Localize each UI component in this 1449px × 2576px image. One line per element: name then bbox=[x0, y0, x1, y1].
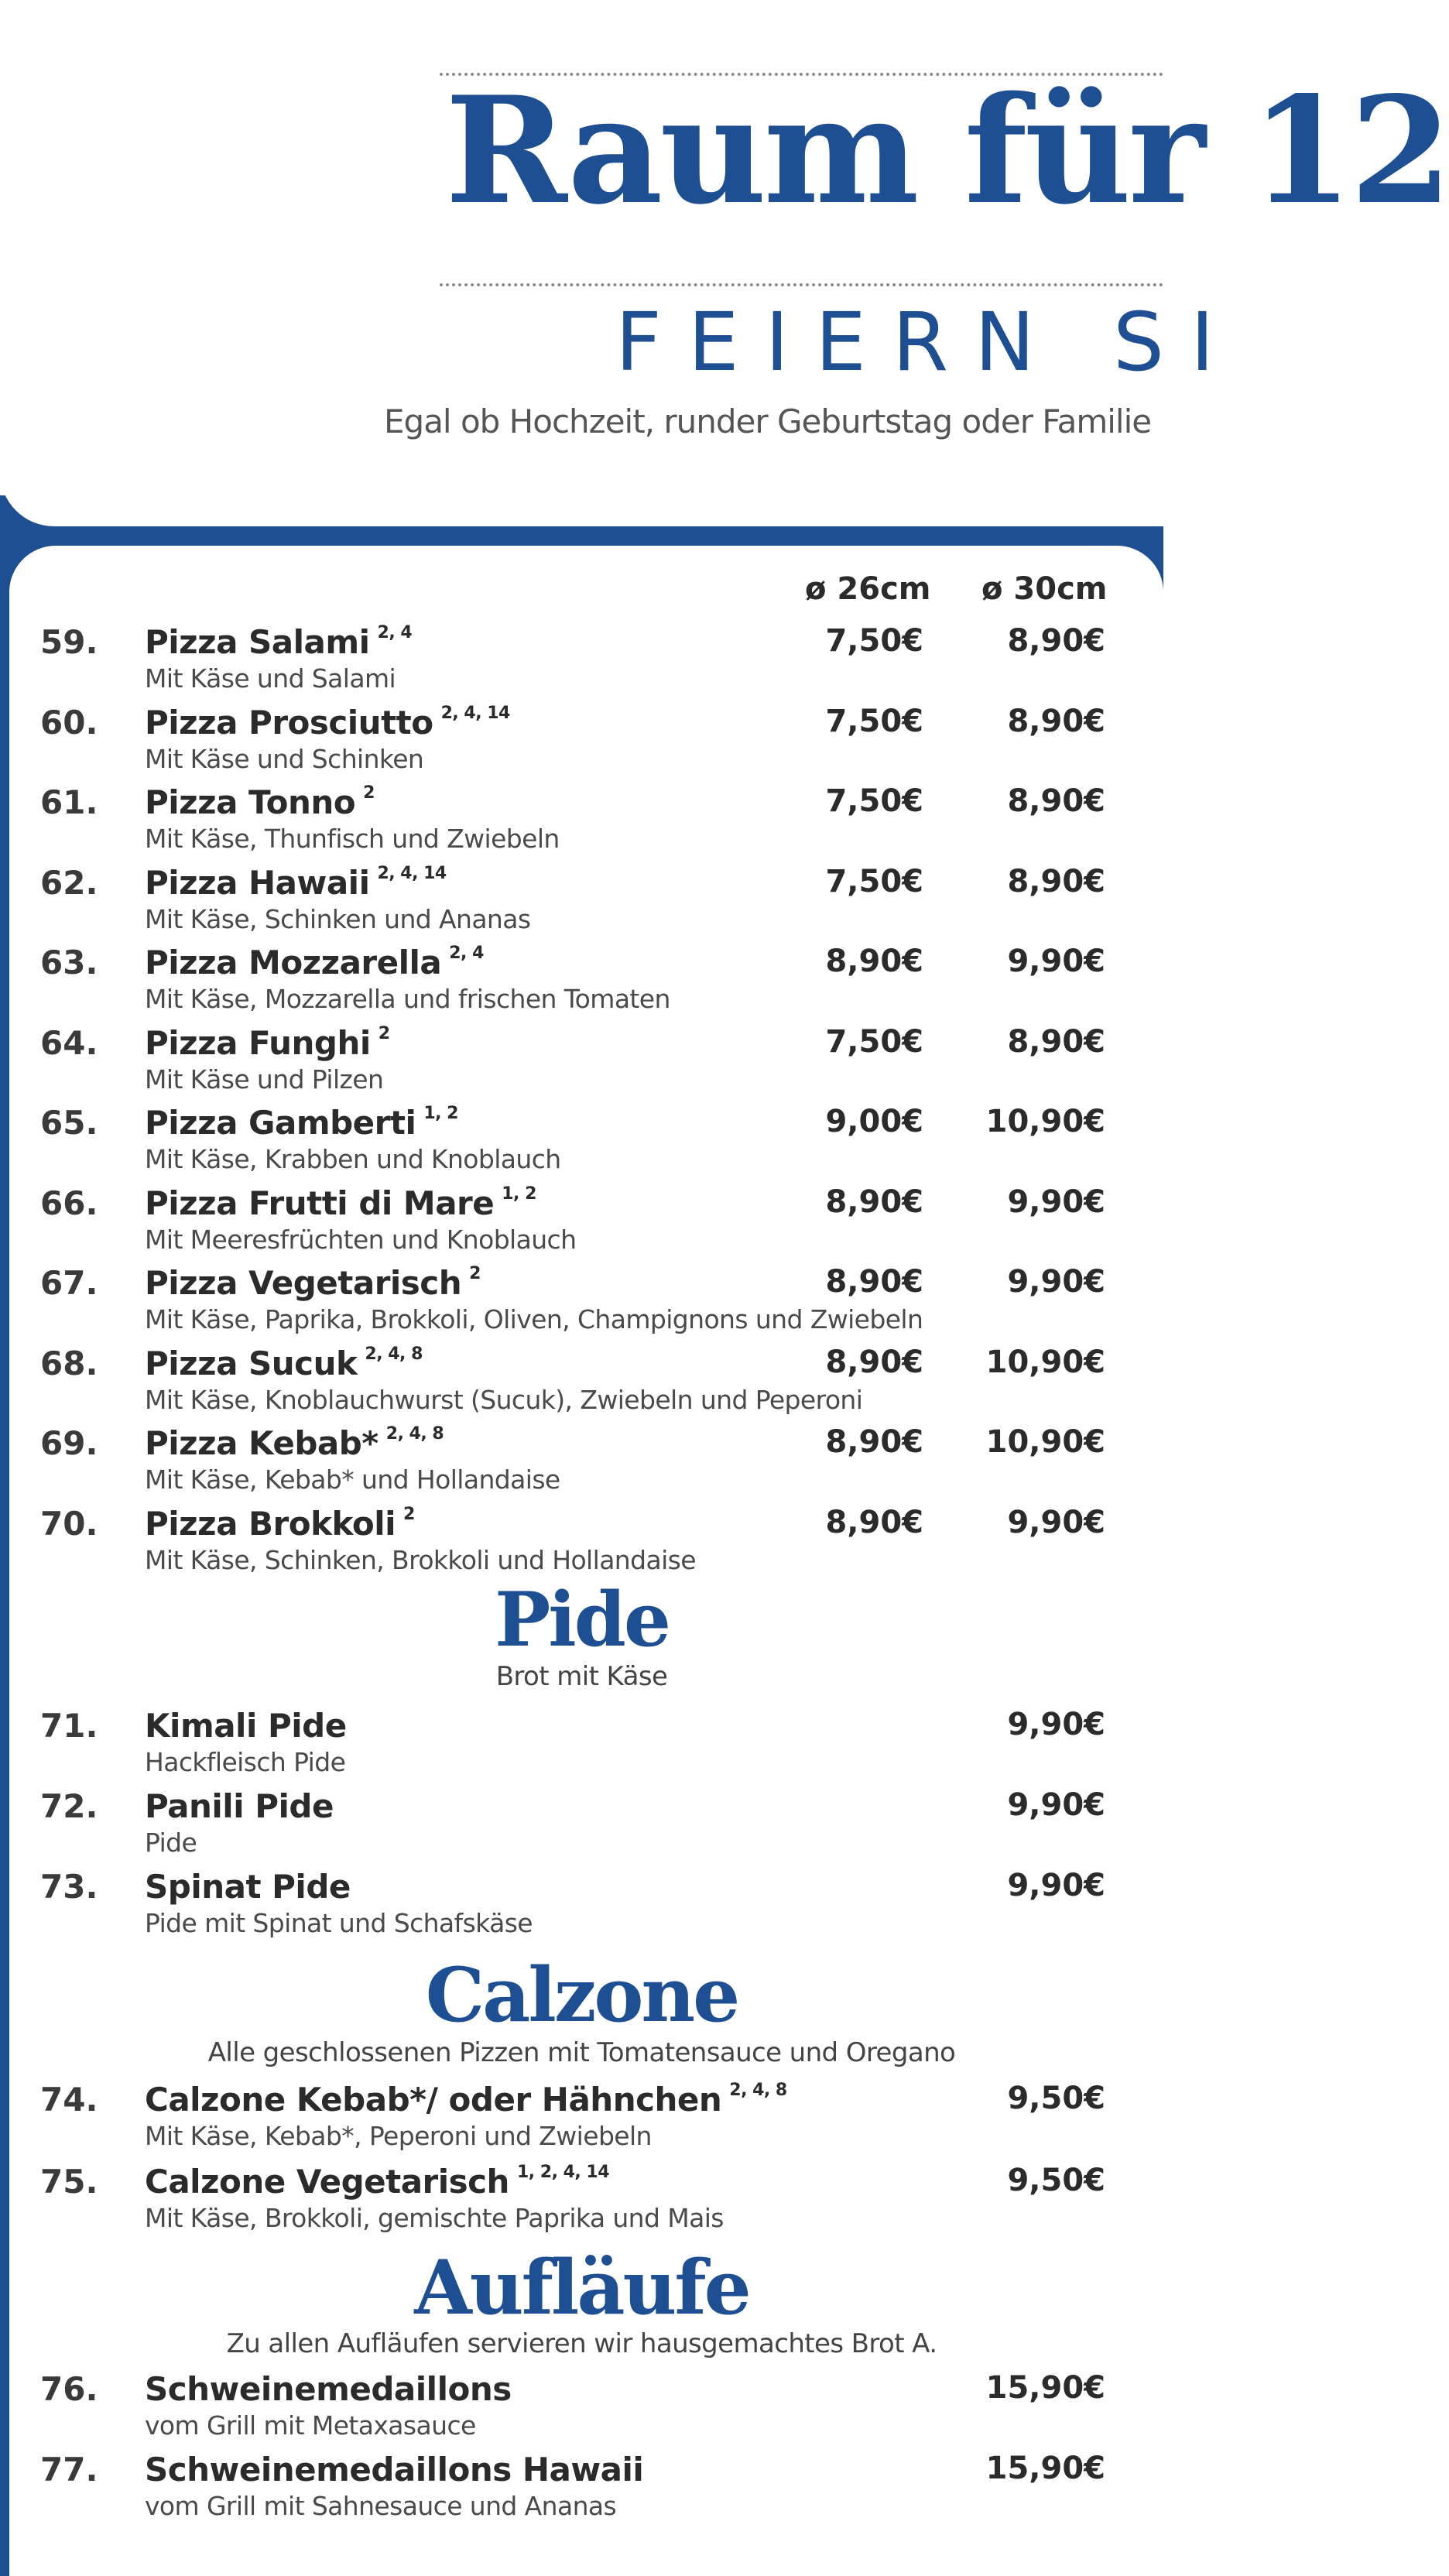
subheadline: FEIERN SI bbox=[615, 295, 1241, 389]
price-30cm: 8,90€ bbox=[1007, 703, 1105, 739]
item-name bbox=[145, 1024, 390, 1062]
menu-item-pizza bbox=[0, 1024, 1163, 1105]
item-price: 9,90€ bbox=[1007, 1868, 1105, 1903]
item-number: 68. bbox=[40, 1344, 98, 1382]
item-name-text: Schweinemedaillons Hawaii bbox=[145, 2451, 644, 2489]
item-name-text: Calzone Kebab*/ oder Hähnchen bbox=[145, 2081, 722, 2119]
item-name bbox=[145, 1787, 334, 1825]
allergen-codes: 2 bbox=[363, 783, 375, 803]
price-26cm: 9,00€ bbox=[825, 1104, 923, 1139]
item-name bbox=[145, 783, 375, 821]
item-name-text: Kimali Pide bbox=[145, 1707, 347, 1745]
item-price: 9,90€ bbox=[1007, 1707, 1105, 1742]
item-name-text: Calzone Vegetarisch bbox=[145, 2163, 509, 2201]
item-name bbox=[145, 1424, 444, 1462]
price-30cm: 10,90€ bbox=[985, 1424, 1105, 1460]
item-number: 67. bbox=[40, 1264, 98, 1302]
menu-item-pizza bbox=[0, 1264, 1163, 1345]
headline: Raum für 12 bbox=[445, 64, 1449, 237]
price-26cm: 8,90€ bbox=[825, 1344, 923, 1380]
item-description: Mit Käse, Brokkoli, gemischte Paprika und Mais bbox=[145, 2203, 724, 2233]
item-description: Mit Käse und Salami bbox=[145, 663, 396, 694]
item-name bbox=[145, 704, 510, 742]
column-header-30cm: ø 30cm bbox=[981, 571, 1108, 607]
price-30cm: 8,90€ bbox=[1007, 863, 1105, 899]
price-26cm: 7,50€ bbox=[825, 623, 923, 659]
item-name bbox=[145, 1264, 481, 1302]
allergen-codes: 2, 4 bbox=[377, 623, 413, 642]
item-name-text: Pizza Kebab* bbox=[145, 1424, 379, 1462]
item-number: 66. bbox=[40, 1184, 98, 1222]
allergen-codes: 2, 4, 8 bbox=[365, 1344, 423, 1364]
item-price: 9,90€ bbox=[1007, 1787, 1105, 1823]
section-title-auflaeufe: Aufläufe bbox=[414, 2244, 749, 2331]
section-subtitle-calzone: Alle geschlossenen Pizzen mit Tomatensauce und Oregano bbox=[207, 2037, 956, 2068]
item-name-text: Pizza Gamberti bbox=[145, 1104, 416, 1142]
section-title-calzone: Calzone bbox=[425, 1951, 738, 2039]
price-26cm: 7,50€ bbox=[825, 863, 923, 899]
item-name bbox=[145, 1104, 458, 1142]
menu-item-pizza bbox=[0, 864, 1163, 944]
item-description: Mit Käse, Schinken und Ananas bbox=[145, 903, 531, 934]
item-description: Mit Käse, Thunfisch und Zwiebeln bbox=[145, 824, 560, 854]
item-price: 15,90€ bbox=[985, 2370, 1105, 2406]
item-description: Mit Käse, Paprika, Brokkoli, Oliven, Champignons und Zwiebeln bbox=[145, 1304, 923, 1334]
item-name bbox=[145, 1505, 415, 1543]
menu-item-pizza bbox=[0, 1104, 1163, 1184]
menu-item-pizza bbox=[0, 623, 1163, 704]
item-number: 74. bbox=[40, 2081, 98, 2119]
item-name-text: Pizza Salami bbox=[145, 623, 370, 661]
section-title-pide: Pide bbox=[495, 1576, 669, 1663]
item-name bbox=[145, 944, 484, 981]
item-description: Hackfleisch Pide bbox=[145, 1747, 346, 1777]
item-name bbox=[145, 864, 447, 902]
item-name-text: Pizza Tonno bbox=[145, 783, 356, 821]
dotted-divider-bottom bbox=[440, 283, 1163, 286]
item-description: Mit Käse, Schinken, Brokkoli und Hollandaise bbox=[145, 1544, 696, 1575]
price-30cm: 9,90€ bbox=[1007, 1504, 1105, 1540]
section-subtitle-auflaeufe: Zu allen Aufläufen servieren wir hausgemachtes Brot A. bbox=[226, 2328, 937, 2359]
item-name-text: Pizza Frutti di Mare bbox=[145, 1184, 495, 1222]
header-panel bbox=[0, 0, 1449, 526]
item-name bbox=[145, 1707, 347, 1745]
item-price: 9,50€ bbox=[1007, 2081, 1105, 2116]
price-26cm: 8,90€ bbox=[825, 1264, 923, 1300]
menu-item-pizza bbox=[0, 944, 1163, 1024]
menu-item-pizza bbox=[0, 1345, 1163, 1425]
price-30cm: 10,90€ bbox=[985, 1344, 1105, 1380]
item-description: Mit Meeresfrüchten und Knoblauch bbox=[145, 1224, 577, 1255]
price-26cm: 7,50€ bbox=[825, 783, 923, 819]
item-number: 64. bbox=[40, 1023, 98, 1062]
menu-item-auflauf bbox=[0, 2451, 1163, 2531]
allergen-codes: 1, 2 bbox=[423, 1104, 458, 1123]
item-name-text: Schweinemedaillons bbox=[145, 2370, 512, 2408]
item-number: 60. bbox=[40, 703, 98, 742]
item-number: 73. bbox=[40, 1868, 98, 1906]
item-number: 72. bbox=[40, 1787, 98, 1825]
item-name bbox=[145, 2370, 512, 2408]
menu-item-pide bbox=[0, 1787, 1163, 1868]
menu-item-pizza bbox=[0, 1505, 1163, 1585]
allergen-codes: 2, 4, 14 bbox=[377, 863, 447, 883]
item-description: Pide mit Spinat und Schafskäse bbox=[145, 1908, 533, 1938]
allergen-codes: 1, 2 bbox=[502, 1184, 536, 1204]
item-name-text: Pizza Sucuk bbox=[145, 1344, 358, 1382]
price-26cm: 7,50€ bbox=[825, 1023, 923, 1060]
item-name bbox=[145, 1868, 351, 1906]
item-description: Mit Käse, Kebab*, Peperoni und Zwiebeln bbox=[145, 2121, 652, 2151]
item-number: 69. bbox=[40, 1424, 98, 1462]
menu-item-pide bbox=[0, 1707, 1163, 1787]
allergen-codes: 2 bbox=[403, 1504, 415, 1524]
item-name-text: Spinat Pide bbox=[145, 1868, 351, 1906]
item-description: Pide bbox=[145, 1828, 197, 1858]
item-name-text: Pizza Mozzarella bbox=[145, 944, 442, 981]
price-30cm: 9,90€ bbox=[1007, 1264, 1105, 1300]
price-26cm: 8,90€ bbox=[825, 944, 923, 979]
allergen-codes: 2, 4 bbox=[449, 944, 484, 963]
item-description: Mit Käse und Schinken bbox=[145, 743, 424, 774]
item-number: 61. bbox=[40, 783, 98, 821]
price-30cm: 10,90€ bbox=[985, 1104, 1105, 1139]
item-name-text: Pizza Brokkoli bbox=[145, 1504, 396, 1543]
item-number: 70. bbox=[40, 1504, 98, 1543]
menu-item-pizza bbox=[0, 704, 1163, 784]
menu-item-pide bbox=[0, 1868, 1163, 1948]
item-name-text: Pizza Prosciutto bbox=[145, 703, 433, 742]
menu-item-auflauf bbox=[0, 2370, 1163, 2451]
price-30cm: 9,90€ bbox=[1007, 1184, 1105, 1220]
tagline: Egal ob Hochzeit, runder Geburtstag oder Familie bbox=[384, 402, 1152, 440]
item-description: vom Grill mit Sahnesauce und Ananas bbox=[145, 2491, 617, 2521]
allergen-codes: 2 bbox=[378, 1023, 390, 1043]
price-26cm: 8,90€ bbox=[825, 1424, 923, 1460]
price-26cm: 8,90€ bbox=[825, 1184, 923, 1220]
price-30cm: 8,90€ bbox=[1007, 623, 1105, 659]
item-description: Mit Käse, Mozzarella und frischen Tomaten bbox=[145, 984, 670, 1014]
item-name bbox=[145, 2081, 787, 2119]
price-30cm: 8,90€ bbox=[1007, 1023, 1105, 1060]
item-name bbox=[145, 1345, 423, 1382]
item-price: 15,90€ bbox=[985, 2451, 1105, 2486]
item-description: vom Grill mit Metaxasauce bbox=[145, 2410, 476, 2441]
item-number: 71. bbox=[40, 1707, 98, 1745]
price-26cm: 8,90€ bbox=[825, 1504, 923, 1540]
item-description: Mit Käse, Kebab* und Hollandaise bbox=[145, 1464, 560, 1495]
price-30cm: 8,90€ bbox=[1007, 783, 1105, 819]
column-header-26cm: ø 26cm bbox=[805, 571, 931, 607]
item-number: 63. bbox=[40, 944, 98, 981]
item-number: 59. bbox=[40, 623, 98, 661]
item-price: 9,50€ bbox=[1007, 2163, 1105, 2198]
item-name-text: Pizza Funghi bbox=[145, 1023, 371, 1062]
item-number: 75. bbox=[40, 2163, 98, 2201]
allergen-codes: 2, 4, 14 bbox=[440, 703, 510, 723]
item-name bbox=[145, 623, 412, 661]
menu-item-pizza bbox=[0, 783, 1163, 864]
item-number: 77. bbox=[40, 2451, 98, 2489]
allergen-codes: 2, 4, 8 bbox=[729, 2081, 787, 2100]
item-name bbox=[145, 2451, 643, 2489]
item-number: 65. bbox=[40, 1104, 98, 1142]
item-description: Mit Käse, Krabben und Knoblauch bbox=[145, 1144, 561, 1174]
item-name-text: Pizza Vegetarisch bbox=[145, 1264, 462, 1302]
item-description: Mit Käse und Pilzen bbox=[145, 1064, 384, 1094]
menu-item-pizza bbox=[0, 1424, 1163, 1505]
price-30cm: 9,90€ bbox=[1007, 944, 1105, 979]
item-name-text: Panili Pide bbox=[145, 1787, 334, 1825]
price-26cm: 7,50€ bbox=[825, 703, 923, 739]
allergen-codes: 2 bbox=[469, 1264, 481, 1283]
menu-item-calzone bbox=[0, 2081, 1163, 2161]
item-number: 62. bbox=[40, 863, 98, 902]
allergen-codes: 2, 4, 8 bbox=[385, 1424, 444, 1444]
item-name bbox=[145, 1184, 536, 1222]
allergen-codes: 1, 2, 4, 14 bbox=[516, 2163, 610, 2182]
menu-item-pizza bbox=[0, 1184, 1163, 1265]
item-description: Mit Käse, Knoblauchwurst (Sucuk), Zwiebeln und Peperoni bbox=[145, 1384, 863, 1415]
item-number: 76. bbox=[40, 2370, 98, 2408]
menu-item-calzone bbox=[0, 2163, 1163, 2243]
item-name-text: Pizza Hawaii bbox=[145, 863, 370, 902]
item-name bbox=[145, 2163, 609, 2201]
section-subtitle-pide: Brot mit Käse bbox=[495, 1661, 668, 1692]
